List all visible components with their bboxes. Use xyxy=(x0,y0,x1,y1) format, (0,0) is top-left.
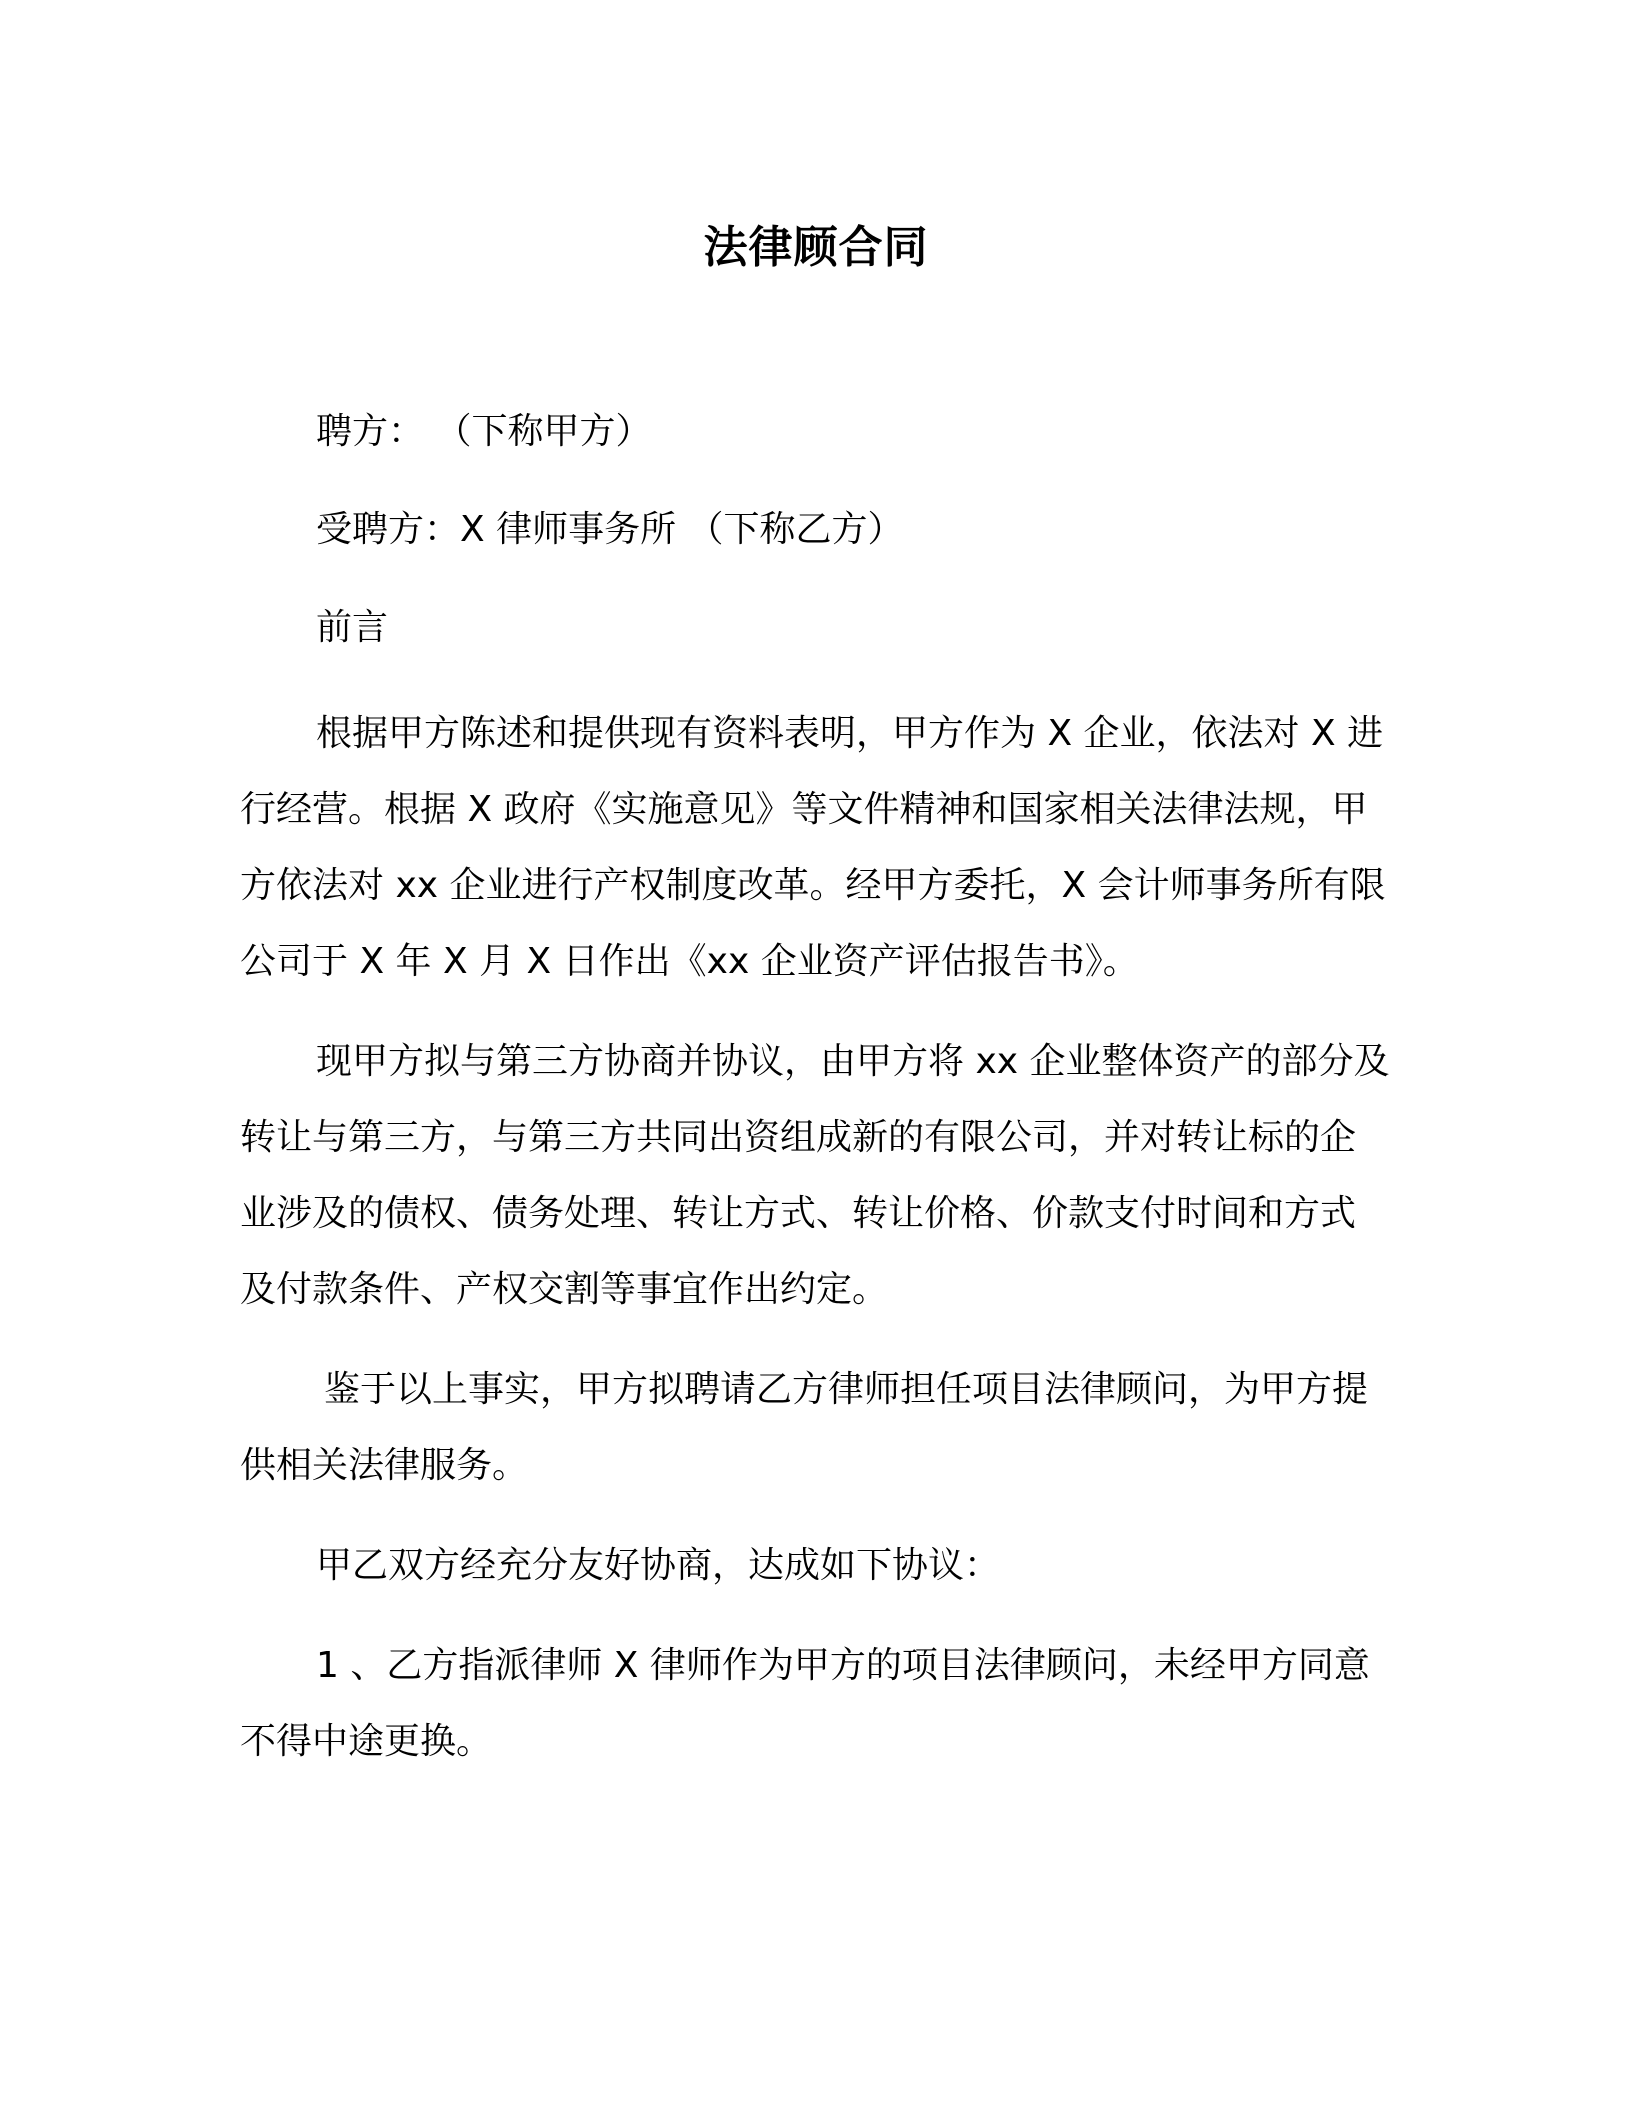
document-body xyxy=(240,394,1390,1780)
preface-heading: 前言 xyxy=(316,607,389,648)
paragraph-transfer: 现甲方拟与第三方协商并协议，由甲方将 xx 企业整体资产的部分及转让与第三方，与第三方共同出资组成新的有限公司，并对转让标的企业涉及的债权、债务处理、转让方式、转让价格、价款支付时间和方式及付款条件、产权交割等事宜作出约定。 xyxy=(240,1041,1390,1310)
document-title: 法律顾合同 xyxy=(703,222,929,273)
paragraph-engagement: 鉴于以上事实，甲方拟聘请乙方律师担任项目法律顾问，为甲方提供相关法律服务。 xyxy=(240,1369,1369,1486)
clause-1: 1 、乙方指派律师 X 律师作为甲方的项目法律顾问，未经甲方同意不得中途更换。 xyxy=(240,1645,1370,1762)
employer-line: 聘方： （下称甲方） xyxy=(316,411,652,452)
paragraph-background: 根据甲方陈述和提供现有资料表明，甲方作为 X 企业，依法对 X 进行经营。根据 X 政府《实施意见》等文件精神和国家相关法律法规，甲方依法对 xx 企业进行产权制度改革。经甲方委托，X 会计师事务所有限公司于 X 年 X 月 X 日作出《xx 企业资产评估报告书》。 xyxy=(240,713,1386,982)
employee-line: 受聘方：X 律师事务所 （下称乙方） xyxy=(316,509,904,550)
paragraph-agreement: 甲乙双方经充分友好协商，达成如下协议： xyxy=(316,1545,1001,1586)
